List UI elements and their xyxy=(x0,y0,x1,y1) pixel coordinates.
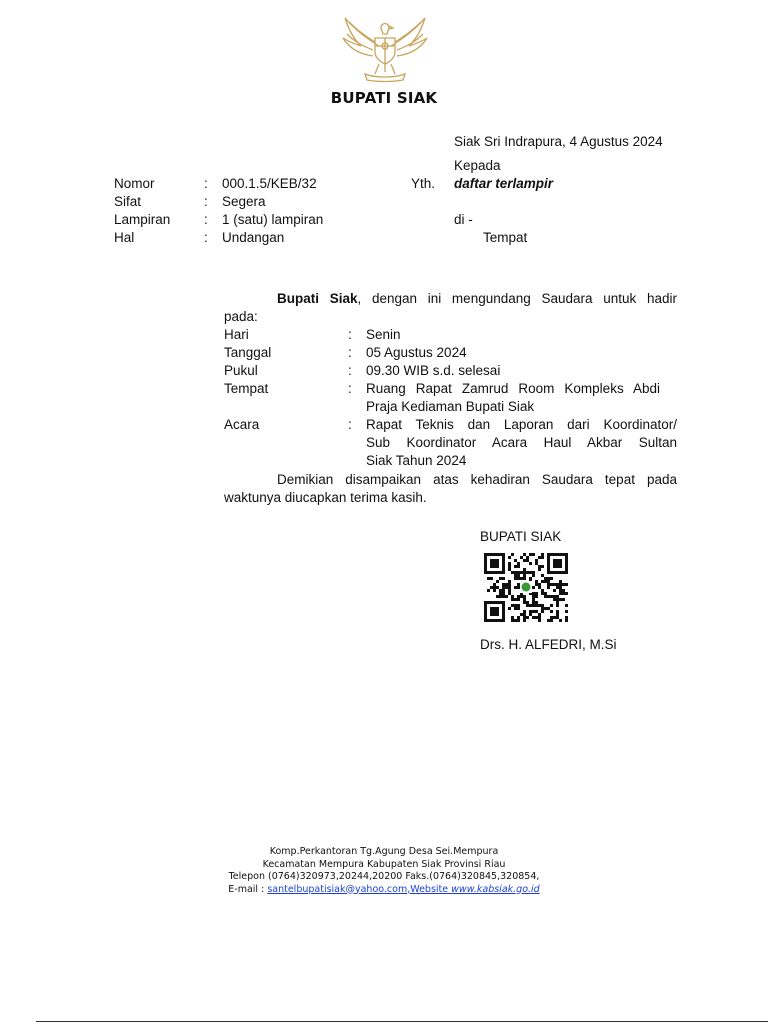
recipient-yth: Yth. xyxy=(411,176,436,191)
email-label: E-mail : xyxy=(228,883,268,895)
recipient-di: di - xyxy=(454,212,473,227)
footer-contact xyxy=(0,884,768,897)
footer-line: Komp.Perkantoran Tg.Agung Desa Sei.Mempura xyxy=(269,846,499,857)
detail-value: Senin xyxy=(366,327,401,342)
opening-rest: , dengan ini mengundang Saudara untuk hadir xyxy=(357,291,677,306)
meta-value: 1 (satu) lampiran xyxy=(222,212,324,227)
detail-label: Hari xyxy=(224,327,249,342)
detail-value: Rapat Teknis dan Laporan dari Koordinator/ xyxy=(366,417,677,432)
recipient-place: Tempat xyxy=(483,230,528,245)
meta-sep: : xyxy=(204,212,208,227)
detail-value: Praja Kediaman Bupati Siak xyxy=(366,399,535,414)
opening-bold: Bupati Siak xyxy=(277,291,358,306)
meta-value: Undangan xyxy=(222,230,285,245)
meta-sep: : xyxy=(204,176,208,191)
body-opening xyxy=(277,291,677,306)
footer-line: Telepon (0764)320973,20244,20200 Faks.(0764)320845,320854, xyxy=(228,871,540,882)
detail-value: 09.30 WIB s.d. selesai xyxy=(366,363,501,378)
meta-sep: : xyxy=(204,230,208,245)
closing-line: waktunya diucapkan terima kasih. xyxy=(224,490,427,505)
opening-cont: pada: xyxy=(224,309,258,324)
detail-value: Siak Tahun 2024 xyxy=(366,453,467,468)
bottom-rule xyxy=(36,1021,768,1022)
meta-value: Segera xyxy=(222,194,266,209)
detail-label: Acara xyxy=(224,417,260,432)
detail-sep: : xyxy=(348,417,352,432)
detail-label: Tanggal xyxy=(224,345,272,360)
detail-value: Sub Koordinator Acara Haul Akbar Sultan xyxy=(366,435,677,450)
detail-sep: : xyxy=(348,345,352,360)
website-link[interactable]: www.kabsiak.go.id xyxy=(451,883,540,895)
detail-value: Ruang Rapat Zamrud Room Kompleks Abdi xyxy=(366,381,660,396)
meta-label: Nomor xyxy=(114,176,155,191)
detail-sep: : xyxy=(348,381,352,396)
footer-address xyxy=(0,846,768,896)
qr-code-icon xyxy=(484,553,568,623)
detail-value: 05 Agustus 2024 xyxy=(366,345,467,360)
date-line: Siak Sri Indrapura, 4 Agustus 2024 xyxy=(454,134,663,149)
recipient-kepada: Kepada xyxy=(454,158,501,173)
email-link[interactable]: santelbupatisiak@yahoo.com xyxy=(267,883,408,895)
website-label: ,Website xyxy=(407,883,452,895)
detail-sep: : xyxy=(348,327,352,342)
closing-line: Demikian disampaikan atas kehadiran Saudara tepat pada xyxy=(277,472,677,487)
recipient-name: daftar terlampir xyxy=(454,176,554,191)
detail-label: Tempat xyxy=(224,381,269,396)
meta-value: 000.1.5/KEB/32 xyxy=(222,176,317,191)
garuda-emblem-icon xyxy=(335,12,435,88)
meta-label: Hal xyxy=(114,230,135,245)
letterhead-title: BUPATI SIAK xyxy=(330,89,438,107)
detail-label: Pukul xyxy=(224,363,258,378)
detail-sep: : xyxy=(348,363,352,378)
footer-line: Kecamatan Mempura Kabupaten Siak Provinsi Riau xyxy=(262,858,506,870)
signature-title: BUPATI SIAK xyxy=(480,529,562,544)
signatory-name: Drs. H. ALFEDRI, M.Si xyxy=(480,637,617,652)
meta-label: Lampiran xyxy=(114,212,171,227)
meta-sep: : xyxy=(204,194,208,209)
meta-label: Sifat xyxy=(114,194,142,209)
